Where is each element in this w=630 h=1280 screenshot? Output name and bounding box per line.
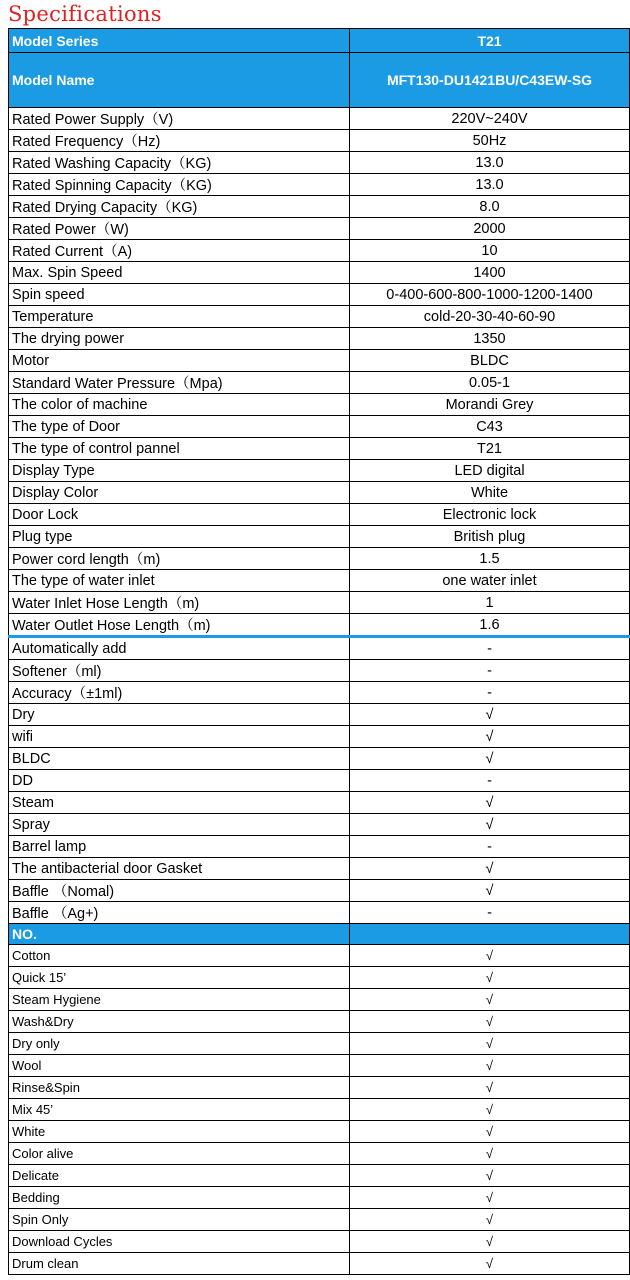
feature-row bbox=[9, 858, 630, 880]
program-row-label: Drum clean bbox=[9, 1253, 350, 1275]
feature-row-value: √ bbox=[350, 726, 630, 748]
feature-row-value: - bbox=[350, 682, 630, 704]
spec-row bbox=[9, 592, 630, 614]
spec-row-value: 220V~240V bbox=[350, 108, 630, 130]
spec-row bbox=[9, 526, 630, 548]
program-row-label: Wool bbox=[9, 1055, 350, 1077]
program-row-value: √ bbox=[350, 1011, 630, 1033]
spec-row-value: 10 bbox=[350, 240, 630, 262]
spec-row-label: Rated Drying Capacity（KG) bbox=[9, 196, 350, 218]
feature-row-label: Dry bbox=[9, 704, 350, 726]
model-name-label: Model Name bbox=[9, 53, 350, 108]
spec-row bbox=[9, 504, 630, 526]
program-row-value: √ bbox=[350, 1077, 630, 1099]
spec-row bbox=[9, 482, 630, 504]
spec-row bbox=[9, 130, 630, 152]
program-row bbox=[9, 1231, 630, 1253]
program-row bbox=[9, 1209, 630, 1231]
feature-row-label: Automatically add bbox=[9, 637, 350, 660]
program-row bbox=[9, 1253, 630, 1275]
spec-row bbox=[9, 372, 630, 394]
feature-row-value: √ bbox=[350, 858, 630, 880]
feature-row-label: The antibacterial door Gasket bbox=[9, 858, 350, 880]
feature-row-label: Softener（ml) bbox=[9, 660, 350, 682]
spec-row-label: Standard Water Pressure（Mpa) bbox=[9, 372, 350, 394]
program-row-value: √ bbox=[350, 1055, 630, 1077]
spec-row-value: 8.0 bbox=[350, 196, 630, 218]
feature-row bbox=[9, 726, 630, 748]
program-row bbox=[9, 1187, 630, 1209]
feature-row-value: √ bbox=[350, 748, 630, 770]
program-row-label: Quick 15’ bbox=[9, 967, 350, 989]
feature-row-label: Steam bbox=[9, 792, 350, 814]
spec-row bbox=[9, 614, 630, 637]
program-row-label: Download Cycles bbox=[9, 1231, 350, 1253]
program-row-label: Mix 45’ bbox=[9, 1099, 350, 1121]
program-row-value: √ bbox=[350, 1253, 630, 1275]
feature-row-label: Baffle （Ag+) bbox=[9, 902, 350, 924]
program-row-value: √ bbox=[350, 1143, 630, 1165]
spec-row-value: 2000 bbox=[350, 218, 630, 240]
page-title: Specifications bbox=[8, 2, 162, 26]
spec-row-label: The type of control pannel bbox=[9, 438, 350, 460]
program-row-value: √ bbox=[350, 967, 630, 989]
spec-row-value: 1 bbox=[350, 592, 630, 614]
model-series-row bbox=[9, 29, 630, 53]
spec-row-value: Morandi Grey bbox=[350, 394, 630, 416]
spec-row-value: 1.5 bbox=[350, 548, 630, 570]
spec-row-label: Power cord length（m) bbox=[9, 548, 350, 570]
spec-row-value: 1.6 bbox=[350, 614, 630, 637]
spec-row bbox=[9, 460, 630, 482]
spec-row-label: Rated Power（W) bbox=[9, 218, 350, 240]
spec-row-label: Water Inlet Hose Length（m) bbox=[9, 592, 350, 614]
specifications-table bbox=[8, 28, 630, 1275]
program-row-label: Bedding bbox=[9, 1187, 350, 1209]
spec-row bbox=[9, 218, 630, 240]
feature-row-label: Accuracy（±1ml) bbox=[9, 682, 350, 704]
spec-row-label: Spin speed bbox=[9, 284, 350, 306]
spec-row-label: The drying power bbox=[9, 328, 350, 350]
spec-row bbox=[9, 438, 630, 460]
spec-row bbox=[9, 570, 630, 592]
program-row bbox=[9, 1121, 630, 1143]
program-row-value: √ bbox=[350, 1033, 630, 1055]
program-row bbox=[9, 967, 630, 989]
spec-row-label: Display Type bbox=[9, 460, 350, 482]
feature-row-value: - bbox=[350, 660, 630, 682]
spec-row-label: Max. Spin Speed bbox=[9, 262, 350, 284]
feature-row-value: - bbox=[350, 902, 630, 924]
program-row bbox=[9, 1033, 630, 1055]
program-row-label: Rinse&Spin bbox=[9, 1077, 350, 1099]
spec-row-label: Temperature bbox=[9, 306, 350, 328]
spec-row bbox=[9, 174, 630, 196]
spec-row-value: BLDC bbox=[350, 350, 630, 372]
spec-row-label: The type of Door bbox=[9, 416, 350, 438]
program-row bbox=[9, 1011, 630, 1033]
spec-row-value: cold-20-30-40-60-90 bbox=[350, 306, 630, 328]
programs-header-row-value bbox=[350, 924, 630, 945]
feature-row-label: BLDC bbox=[9, 748, 350, 770]
spec-row-label: Door Lock bbox=[9, 504, 350, 526]
feature-row bbox=[9, 660, 630, 682]
spec-row-label: Rated Power Supply（V) bbox=[9, 108, 350, 130]
feature-row bbox=[9, 902, 630, 924]
spec-row bbox=[9, 394, 630, 416]
feature-row-label: wifi bbox=[9, 726, 350, 748]
spec-row bbox=[9, 328, 630, 350]
program-row bbox=[9, 945, 630, 967]
program-row-value: √ bbox=[350, 1165, 630, 1187]
feature-row-label: Spray bbox=[9, 814, 350, 836]
spec-row-value: 13.0 bbox=[350, 152, 630, 174]
programs-header-row-label: NO. bbox=[9, 924, 350, 945]
spec-row-label: The type of water inlet bbox=[9, 570, 350, 592]
program-row bbox=[9, 1055, 630, 1077]
spec-row-value: 0-400-600-800-1000-1200-1400 bbox=[350, 284, 630, 306]
spec-row-label: Rated Current（A) bbox=[9, 240, 350, 262]
program-row-value: √ bbox=[350, 1209, 630, 1231]
program-row-value: √ bbox=[350, 945, 630, 967]
feature-row bbox=[9, 682, 630, 704]
spec-row bbox=[9, 108, 630, 130]
model-series-value: T21 bbox=[350, 29, 630, 53]
programs-header-row bbox=[9, 924, 630, 945]
model-name-value: MFT130-DU1421BU/C43EW-SG bbox=[350, 53, 630, 108]
spec-row-value: British plug bbox=[350, 526, 630, 548]
program-row-label: Color alive bbox=[9, 1143, 350, 1165]
spec-row bbox=[9, 306, 630, 328]
spec-row bbox=[9, 350, 630, 372]
feature-row bbox=[9, 637, 630, 660]
program-row-label: Cotton bbox=[9, 945, 350, 967]
feature-row bbox=[9, 770, 630, 792]
spec-row bbox=[9, 416, 630, 438]
feature-row bbox=[9, 880, 630, 902]
program-row-value: √ bbox=[350, 1187, 630, 1209]
feature-row bbox=[9, 836, 630, 858]
spec-row-value: LED digital bbox=[350, 460, 630, 482]
spec-row-value: 1350 bbox=[350, 328, 630, 350]
spec-row-label: Display Color bbox=[9, 482, 350, 504]
specifications-body bbox=[9, 29, 630, 1275]
spec-row-value: White bbox=[350, 482, 630, 504]
feature-row-value: √ bbox=[350, 880, 630, 902]
program-row-label: Steam Hygiene bbox=[9, 989, 350, 1011]
feature-row-value: - bbox=[350, 637, 630, 660]
spec-row bbox=[9, 262, 630, 284]
model-name-row bbox=[9, 53, 630, 108]
program-row bbox=[9, 1165, 630, 1187]
program-row bbox=[9, 989, 630, 1011]
program-row bbox=[9, 1099, 630, 1121]
program-row-label: Dry only bbox=[9, 1033, 350, 1055]
spec-row-label: Rated Washing Capacity（KG) bbox=[9, 152, 350, 174]
spec-row-label: Water Outlet Hose Length（m) bbox=[9, 614, 350, 637]
spec-row bbox=[9, 196, 630, 218]
feature-row-value: - bbox=[350, 836, 630, 858]
feature-row bbox=[9, 748, 630, 770]
spec-row-value: 50Hz bbox=[350, 130, 630, 152]
feature-row-value: √ bbox=[350, 704, 630, 726]
program-row-label: Wash&Dry bbox=[9, 1011, 350, 1033]
spec-row-label: Rated Frequency（Hz) bbox=[9, 130, 350, 152]
program-row bbox=[9, 1077, 630, 1099]
spec-row-value: C43 bbox=[350, 416, 630, 438]
feature-row bbox=[9, 792, 630, 814]
program-row-label: Spin Only bbox=[9, 1209, 350, 1231]
spec-row bbox=[9, 284, 630, 306]
feature-row-value: √ bbox=[350, 814, 630, 836]
spec-row-value: 1400 bbox=[350, 262, 630, 284]
feature-row bbox=[9, 704, 630, 726]
spec-row bbox=[9, 548, 630, 570]
feature-row-label: Barrel lamp bbox=[9, 836, 350, 858]
spec-row-value: 0.05-1 bbox=[350, 372, 630, 394]
spec-row-label: Plug type bbox=[9, 526, 350, 548]
spec-row-value: T21 bbox=[350, 438, 630, 460]
program-row-label: White bbox=[9, 1121, 350, 1143]
spec-row-value: 13.0 bbox=[350, 174, 630, 196]
spec-row bbox=[9, 240, 630, 262]
feature-row bbox=[9, 814, 630, 836]
spec-row-label: Motor bbox=[9, 350, 350, 372]
feature-row-label: DD bbox=[9, 770, 350, 792]
program-row-value: √ bbox=[350, 1099, 630, 1121]
program-row-value: √ bbox=[350, 1121, 630, 1143]
feature-row-value: - bbox=[350, 770, 630, 792]
spec-row-label: Rated Spinning Capacity（KG) bbox=[9, 174, 350, 196]
spec-row-value: one water inlet bbox=[350, 570, 630, 592]
program-row-label: Delicate bbox=[9, 1165, 350, 1187]
model-series-label: Model Series bbox=[9, 29, 350, 53]
spec-row-value: Electronic lock bbox=[350, 504, 630, 526]
program-row-value: √ bbox=[350, 989, 630, 1011]
feature-row-label: Baffle （Nomal) bbox=[9, 880, 350, 902]
feature-row-value: √ bbox=[350, 792, 630, 814]
program-row bbox=[9, 1143, 630, 1165]
spec-row-label: The color of machine bbox=[9, 394, 350, 416]
spec-row bbox=[9, 152, 630, 174]
program-row-value: √ bbox=[350, 1231, 630, 1253]
